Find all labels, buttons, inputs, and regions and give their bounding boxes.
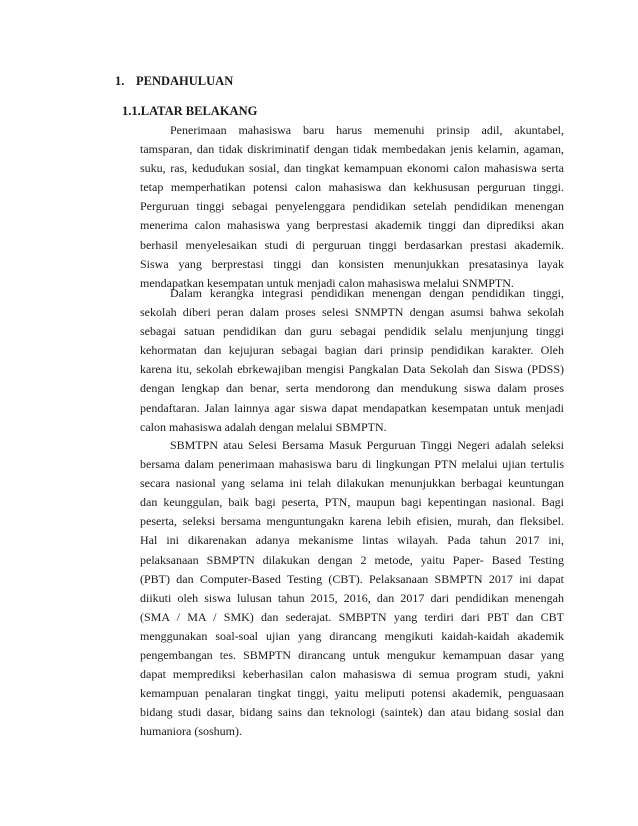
- subsection-heading: 1.1.LATAR BELAKANG: [122, 104, 258, 118]
- paragraph-line: Penerimaan mahasiswa baru harus memenuhi prinsip adil, akuntabel,: [170, 123, 564, 137]
- paragraph-line: kehormatan dan kejujuran sebagai bagian dari prinsip pendidikan karakter. Oleh: [140, 343, 564, 358]
- paragraph-line: sekolah diberi peran dalam proses selesi SNMPTN dengan asumsi bahwa sekolah: [140, 305, 564, 320]
- paragraph-1: [140, 121, 564, 293]
- paragraph-line: menggunakan soal-soal ujian yang dirancang mengikuti kaidah-kaidah akademik: [140, 628, 564, 643]
- paragraph-3: [140, 436, 564, 742]
- paragraph-line: pengembangan tes. SBMPTN dirancang untuk mengukur kemampuan dasar yang: [140, 648, 564, 663]
- paragraph-line: pelaksanaan SBMPTN dilakukan dengan 2 metode, yaitu Paper- Based Testing: [140, 552, 564, 567]
- paragraph-line: dan keunggulan, baik bagi peserta, PTN, maupun bagi kepentingan nasional. Bagi: [140, 495, 564, 510]
- paragraph-line: Perguruan tinggi sebagai penyelenggara pendidikan setelah pendidikan menengan: [140, 199, 564, 214]
- paragraph-line: tamsparan, dan tidak diskriminatif dengan tidak membedakan jenis kelamin, agaman,: [140, 142, 564, 157]
- paragraph-line: diikuti oleh siswa lulusan tahun 2015, 2016, dan 2017 dari pendidikan menengah: [140, 590, 564, 605]
- section-heading: [115, 74, 233, 89]
- paragraph-line: bersama dalam penerimaan mahasiswa baru di lingkungan PTN melalui ujian tertulis: [140, 457, 564, 472]
- paragraph-line: calon mahasiswa adalah dengan melalui SBMPTN.: [140, 419, 387, 434]
- paragraph-line: menerima calon mahasiswa yang berprestasi akademik tinggi dan diprediksi akan: [140, 218, 564, 233]
- paragraph-line: bidang studi dasar, bidang sains dan teknologi (saintek) dan atau bidang sosial dan: [140, 705, 564, 720]
- paragraph-line: mendapatkan kesempatan untuk menjadi calon mahasiswa melalui SNMPTN.: [140, 275, 514, 290]
- paragraph-line: tetap memperhatikan potensi calon mahasiswa dan kekhususan perguruan tinggi.: [140, 180, 564, 195]
- paragraph-line: karena itu, sekolah ebrkewajiban mengisi Pangkalan Data Sekolah dan Siswa (PDSS): [140, 362, 564, 377]
- paragraph-line: humaniora (soshum).: [140, 724, 242, 739]
- paragraph-line: kemampuan penalaran tingkat tinggi, yaitu meliputi potensi akademik, penguasaan: [140, 686, 564, 701]
- paragraph-line: (SMA / MA / SMK) dan sederajat. SMBPTN yang terdiri dari PBT dan CBT: [140, 609, 564, 624]
- paragraph-line: Hal ini dikarenakan adanya mekanisme lintas wilayah. Pada tahun 2017 ini,: [140, 533, 564, 548]
- paragraph-line: suku, ras, kedudukan sosial, dan tingkat kemampuan ekonomi calon mahasiswa serta: [140, 161, 564, 176]
- paragraph-line: secara nasional yang selama ini telah dilakukan menunjukkan berbagai keuntungan: [140, 476, 564, 491]
- paragraph-2: [140, 284, 564, 437]
- paragraph-line: dapat memprediksi keberhasilan calon mahasiswa di semua program studi, yakni: [140, 667, 564, 682]
- section-title: PENDAHULUAN: [136, 74, 234, 88]
- paragraph-line: peserta, seleksi bersama menguntungakn karena lebih efisien, murah, dan fleksibel.: [140, 514, 564, 529]
- paragraph-line: SBMTPN atau Selesi Bersama Masuk Perguruan Tinggi Negeri adalah seleksi: [170, 438, 564, 452]
- paragraph-line: (PBT) dan Computer-Based Testing (CBT). Pelaksanaan SBMPTN 2017 ini dapat: [140, 571, 564, 586]
- section-number: 1.: [115, 74, 125, 88]
- paragraph-line: dengan lengkap dan benar, serta mendorong dan mendukung siswa dalam proses: [140, 381, 564, 396]
- paragraph-line: Dalam kerangka integrasi pendidikan menengan dengan pendidikan tinggi,: [170, 286, 564, 300]
- paragraph-line: pendaftaran. Jalan lainnya agar siswa dapat mendapatkan kesempatan untuk menjadi: [140, 400, 564, 415]
- paragraph-line: Siswa yang berprestasi tinggi dan konsisten menunjukkan presatasinya layak: [140, 256, 564, 271]
- paragraph-line: berhasil menyelesaikan studi di perguruan tinggi berdasarkan prestasi akademik.: [140, 237, 564, 252]
- paragraph-line: sebagai satuan pendidikan dan guru sebagai pendidik selalu menjunjung tinggi: [140, 324, 564, 339]
